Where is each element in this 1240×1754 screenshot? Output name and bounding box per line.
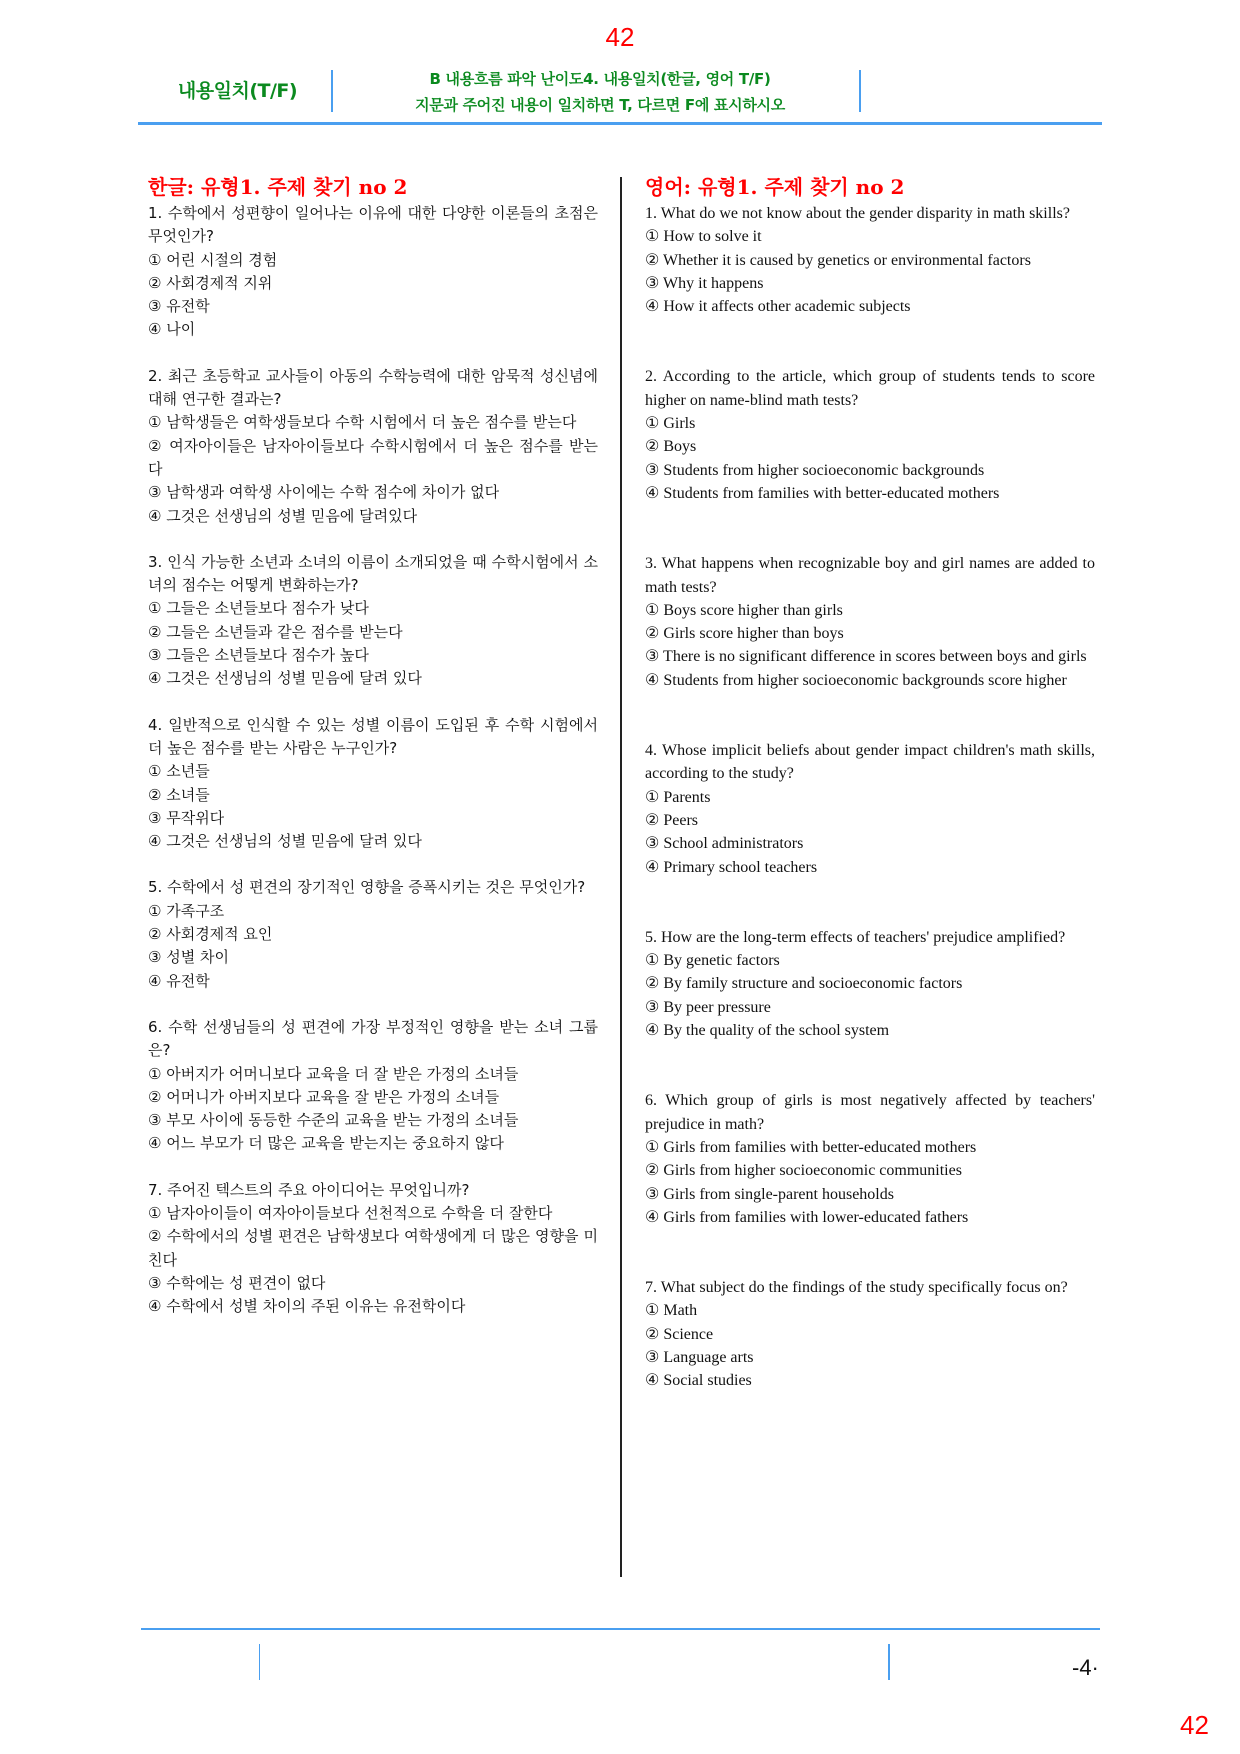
question-item [148,1179,598,1319]
question-stem: 2. According to the article, which group of students tends to score higher on name-blind math tests? [645,368,1095,409]
question-stem: 6. 수학 선생님들의 성 편견에 가장 부정적인 영향을 받는 소녀 그룹은? [148,1017,598,1060]
question-item [148,1016,598,1156]
question-stem: 1. What do we not know about the gender disparity in math skills? [645,205,1070,222]
question-item [148,714,598,854]
answer-option[interactable]: ① 남학생들은 여학생들보다 수학 시험에서 더 높은 점수를 받는다 [148,413,577,432]
header-instructions [340,66,860,118]
answer-option[interactable]: ③ School administrators [645,835,804,853]
answer-option[interactable]: ③ 수학에는 성 편견이 없다 [148,1273,326,1292]
question-stem: 7. What subject do the findings of the study specifically focus on? [645,1279,1068,1297]
answer-option[interactable]: ① Math [645,1302,698,1320]
header-divider-left [331,70,333,112]
answer-option[interactable]: ④ 어느 부모가 더 많은 교육을 받는지는 중요하지 않다 [148,1134,504,1153]
answer-option[interactable]: ④ 그것은 선생님의 성별 믿음에 달려 있다 [148,832,422,851]
answer-option[interactable]: ③ By peer pressure [645,998,771,1016]
answer-option[interactable]: ② Peers [645,811,698,829]
answer-option[interactable]: ③ Students from higher socioeconomic backgrounds [645,461,985,479]
question-stem: 5. How are the long-term effects of teachers' prejudice amplified? [645,928,1066,946]
footer-page-label: -4· [1072,1655,1099,1680]
header-section-title: 내용일치(T/F) [177,80,298,102]
answer-option[interactable]: ③ 그들은 소년들보다 점수가 높다 [148,646,369,665]
answer-option[interactable]: ① Girls from families with better-educated mothers [645,1138,977,1156]
header-instruction-line2: 지문과 주어진 내용이 일치하면 T, 다르면 F에 표시하시오 [415,96,785,114]
answer-option[interactable]: ② Girls from higher socioeconomic communities [645,1162,962,1180]
answer-option[interactable]: ③ 성별 차이 [148,948,229,967]
english-column [645,172,1095,1393]
page-number-bottom: 42 [1180,1710,1209,1740]
answer-option[interactable]: ③ There is no significant difference in scores between boys and girls [645,648,1087,666]
question-stem: 6. Which group of girls is most negatively affected by teachers' prejudice in math? [645,1092,1095,1133]
footer-divider-right [888,1644,890,1680]
answer-option[interactable]: ① 어린 시절의 경험 [148,250,278,269]
header-divider-right [859,70,861,112]
answer-option[interactable]: ③ 무작위다 [148,808,225,827]
answer-option[interactable]: ① By genetic factors [645,952,780,970]
answer-option[interactable]: ① 소년들 [148,762,210,781]
english-question-list [645,202,1095,1393]
question-item [645,1089,1095,1229]
question-item [645,365,1095,505]
answer-option[interactable]: ④ Students from higher socioeconomic backgrounds score higher [645,671,1067,689]
answer-option[interactable]: ④ By the quality of the school system [645,1022,890,1040]
answer-option[interactable]: ④ 나이 [148,320,196,339]
question-stem: 3. What happens when recognizable boy and girl names are added to math tests? [645,555,1095,596]
answer-option[interactable]: ④ Girls from families with lower-educated fathers [645,1208,969,1226]
answer-option[interactable]: ② Whether it is caused by genetics or environmental factors [645,251,1031,269]
answer-option[interactable]: ① 그들은 소년들보다 점수가 낮다 [148,599,369,618]
english-section-title: 영어: 유형1. 주제 찾기 no 2 [645,175,905,199]
question-stem: 7. 주어진 텍스트의 주요 아이디어는 무엇입니까? [148,1180,470,1199]
answer-option[interactable]: ③ 남학생과 여학생 사이에는 수학 점수에 차이가 없다 [148,483,500,502]
answer-option[interactable]: ① Boys score higher than girls [645,601,843,619]
question-stem: 1. 수학에서 성편향이 일어나는 이유에 대한 다양한 이론들의 초점은 무엇인가? [148,204,598,246]
korean-question-list [148,202,598,1318]
answer-option[interactable]: ① 가족구조 [148,901,225,920]
answer-option[interactable]: ② Girls score higher than boys [645,625,844,643]
question-item [148,876,598,992]
answer-option[interactable]: ① How to solve it [645,228,762,246]
answer-option[interactable]: ③ Language arts [645,1348,754,1366]
page-number-top: 42 [605,22,635,52]
question-item [645,552,1095,692]
question-item [148,202,598,342]
question-stem: 5. 수학에서 성 편견의 장기적인 영향을 증폭시키는 것은 무엇인가? [148,878,586,897]
question-stem: 4. 일반적으로 인식할 수 있는 성별 이름이 도입된 후 수학 시험에서 더 높은 점수를 받는 사람은 누구인가? [148,715,598,757]
answer-option[interactable]: ③ Why it happens [645,274,764,292]
answer-option[interactable]: ① Parents [645,788,711,806]
question-stem: 3. 인식 가능한 소년과 소녀의 이름이 소개되었을 때 수학시험에서 소녀의 점수는 어떻게 변화하는가? [148,552,598,595]
answer-option[interactable]: ② 어머니가 아버지보다 교육을 잘 받은 가정의 소녀들 [148,1087,500,1106]
column-divider [620,177,622,1577]
answer-option[interactable]: ④ Primary school teachers [645,858,818,876]
answer-option[interactable]: ② By family structure and socioeconomic factors [645,975,963,993]
answer-option[interactable]: ④ 그것은 선생님의 성별 믿음에 달려 있다 [148,669,422,688]
korean-column [148,172,598,1318]
answer-option[interactable]: ② 사회경제적 지위 [148,273,273,292]
answer-option[interactable]: ④ 그것은 선생님의 성별 믿음에 달려있다 [148,506,418,525]
question-item [148,365,598,528]
answer-option[interactable]: ③ Girls from single-parent households [645,1185,894,1203]
answer-option[interactable]: ② 그들은 소년들과 같은 점수를 받는다 [148,622,403,641]
answer-option[interactable]: ② Boys [645,438,697,456]
answer-option[interactable]: ① Girls [645,415,696,433]
answer-option[interactable]: ① 아버지가 어머니보다 교육을 더 잘 받은 가정의 소녀들 [148,1064,519,1083]
question-item [645,926,1095,1042]
question-item [645,1276,1095,1392]
answer-option[interactable]: ③ 부모 사이에 동등한 수준의 교육을 받는 가정의 소녀들 [148,1111,519,1130]
answer-option[interactable]: ④ Students from families with better-educated mothers [645,484,1000,502]
answer-option[interactable]: ④ How it affects other academic subjects [645,298,911,316]
answer-option[interactable]: ① 남자아이들이 여자아이들보다 선천적으로 수학을 더 잘한다 [148,1203,553,1222]
answer-option[interactable]: ③ 유전학 [148,297,210,316]
korean-section-title: 한글: 유형1. 주제 찾기 no 2 [148,175,408,199]
footer-rule [141,1628,1100,1630]
question-item [148,551,598,691]
answer-option[interactable]: ④ Social studies [645,1372,752,1390]
question-item [645,202,1095,318]
answer-option[interactable]: ② 수학에서의 성별 편견은 남학생보다 여학생에게 더 많은 영향을 미친다 [148,1227,598,1269]
footer-divider-left [259,1644,260,1680]
answer-option[interactable]: ④ 수학에서 성별 차이의 주된 이유는 유전학이다 [148,1297,466,1316]
question-stem: 4. Whose implicit beliefs about gender impact children's math skills, according to the study? [645,742,1095,783]
answer-option[interactable]: ② 사회경제적 요인 [148,925,273,944]
question-item [645,739,1095,879]
answer-option[interactable]: ② 여자아이들은 남자아이들보다 수학시험에서 더 높은 점수를 받는다 [148,436,598,478]
header-instruction-line1: B 내용흐름 파악 난이도4. 내용일치(한글, 영어 T/F) [429,70,771,88]
answer-option[interactable]: ④ 유전학 [148,971,210,990]
question-stem: 2. 최근 초등학교 교사들이 아동의 수학능력에 대한 암묵적 성신념에 대해 연구한 결과는? [148,366,598,409]
answer-option[interactable]: ② 소녀들 [148,785,210,804]
answer-option[interactable]: ② Science [645,1325,714,1343]
header-rule [138,122,1102,125]
